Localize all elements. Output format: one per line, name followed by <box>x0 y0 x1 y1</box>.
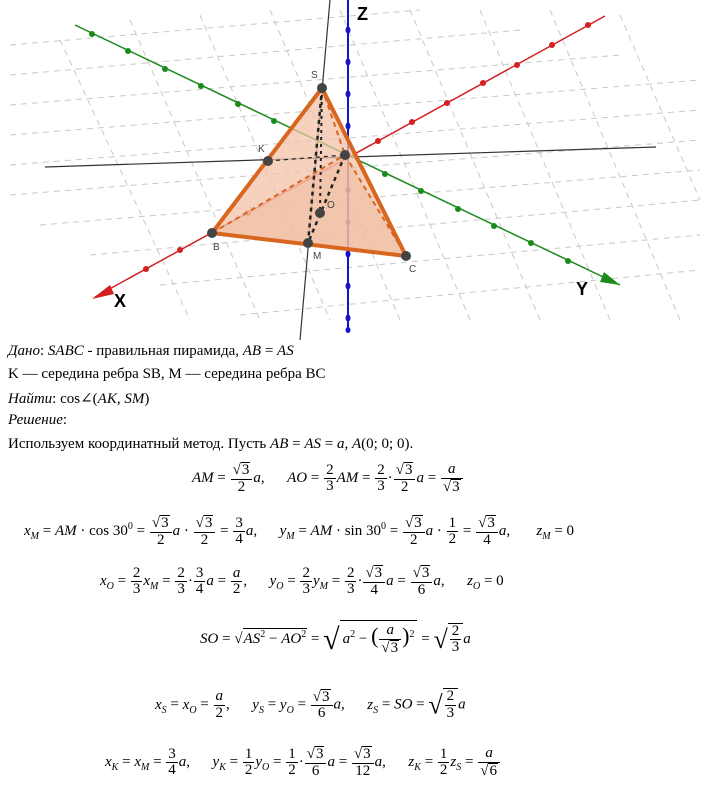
label-c: C <box>409 264 417 275</box>
midpoints-line: K — середина ребра SB, M — середина ребра BC <box>8 366 326 382</box>
given-line: Дано: SABC - правильная пирамида, AB = AS <box>8 343 294 359</box>
equation-k-coords: $x_K = x_M$ = $\frac{3}{4}$ a, $y_K$ = $\frac{1}{2}$ $y_O$ = $\frac{1}{2}$ · $\frac{√3}{6}$ a = $\frac{√3}{12}$ a, $z_K$ = $\frac{1}{2}$ $z_S$ = $\frac{a}{√6}$ <box>105 746 501 780</box>
point-b <box>207 228 217 238</box>
point-o <box>315 208 325 218</box>
label-b: B <box>213 242 220 253</box>
equation-s-coords: $x_S = x_O$ = $\frac{a}{2}$ , $y_S = y_O$ = $\frac{√3}{6}$ a, $z_S$ = SO = √ $\frac{2}{3}$ a <box>155 688 466 722</box>
point-k <box>263 156 273 166</box>
point-c <box>401 251 411 261</box>
pyramid-3d-figure <box>0 0 714 340</box>
point-m <box>303 238 313 248</box>
equation-m-coords: $x_M$ = AM · $\cos 30^0$ = $\frac{√3}{2}$ a · $\frac{√3}{2}$ = $\frac{3}{4}$ a, $y_M$ = AM · $\sin 30^0$ = $\frac{√3}{2}$ a · $\frac{1}{2}$ = $\frac{√3}{4}$ a, $z_M = 0$ <box>24 514 575 548</box>
equation-so: SO = $√AS^2 - AO^2$ = √ $a^2$ − ( $\frac{a}{√3}$ )$^2$ = √ $\frac{2}{3}$ a <box>200 620 471 659</box>
find-line: Найти: cos∠(AK, SM) <box>8 391 150 407</box>
solution-label: Решение: <box>8 412 68 428</box>
label-m: M <box>313 251 322 262</box>
point-s <box>317 83 327 93</box>
equation-o-coords: $x_O$ = $\frac{2}{3}$ $x_M$ = $\frac{2}{3}$ · $\frac{3}{4}$ a = $\frac{a}{2}$ , $y_O$ = $\frac{2}{3}$ $y_M$ = $\frac{2}{3}$ · $\frac{√3}{4}$ a = $\frac{√3}{6}$ a, $z_O = 0$ <box>100 564 504 598</box>
axis-label-x: X <box>114 291 127 311</box>
axis-label-y: Y <box>576 279 589 299</box>
pyramid <box>212 88 406 256</box>
axis-label-z: Z <box>357 4 368 24</box>
label-s: S <box>311 70 318 81</box>
label-o: O <box>327 200 335 211</box>
label-a: A <box>340 150 347 161</box>
label-k: K <box>258 144 265 155</box>
equation-am-ao: AM = $\frac{√3}{2}$ a, AO = $\frac{2}{3}$ AM = $\frac{2}{3}$ · $\frac{√3}{2}$ a = $\frac{a}{√3}$ <box>192 462 464 496</box>
method-line: Используем координатный метод. Пусть AB = AS = a, A(0; 0; 0). <box>8 436 414 452</box>
